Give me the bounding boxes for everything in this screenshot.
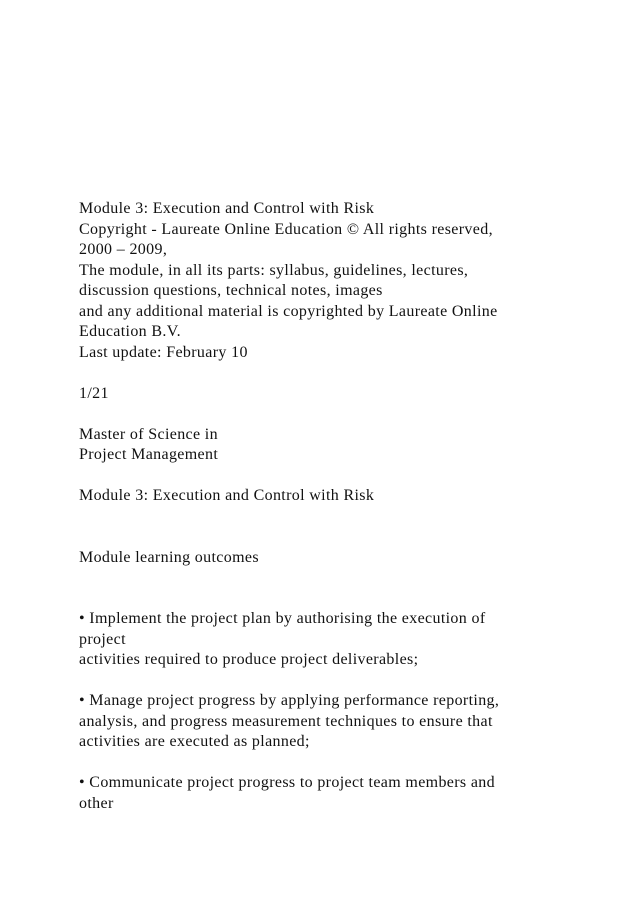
copyright-line: Copyright - Laureate Online Education © All rights reserved, — [79, 220, 493, 238]
copyright-notice-line: The module, in all its parts: syllabus, guidelines, lectures, — [79, 261, 469, 279]
spacer — [79, 568, 624, 589]
spacer — [79, 527, 624, 548]
spacer — [79, 507, 624, 528]
spacer — [79, 404, 624, 425]
spacer — [79, 753, 624, 774]
outcome-line: • Manage project progress by applying performance reporting, — [79, 692, 500, 709]
copyright-notice-line: and any additional material is copyrighted by Laureate Online — [79, 302, 498, 320]
outcome-line: activities required to produce project deliverables; — [79, 651, 419, 668]
outcome-line: • Implement the project plan by authorising the execution of — [79, 610, 486, 627]
outcome-item — [79, 609, 624, 671]
outcome-item — [79, 691, 624, 753]
spacer — [79, 671, 624, 692]
copyright-block — [79, 199, 624, 363]
spacer — [79, 466, 624, 487]
document-body — [79, 199, 624, 814]
outcome-line: other — [79, 794, 114, 812]
outcome-line: • Communicate project progress to project team members and — [79, 774, 496, 791]
outcomes-heading: Module learning outcomes — [79, 548, 259, 566]
module-title: Module 3: Execution and Control with Risk — [79, 487, 375, 504]
outcome-item — [79, 773, 624, 814]
last-update: Last update: February 10 — [79, 343, 248, 361]
page-number: 1/21 — [79, 384, 109, 402]
outcome-line: analysis, and progress measurement techniques to ensure that — [79, 712, 493, 730]
program-line: Master of Science in — [79, 425, 218, 443]
spacer — [79, 589, 624, 610]
spacer — [79, 363, 624, 384]
program-line: Project Management — [79, 446, 219, 463]
copyright-years: 2000 – 2009, — [79, 241, 168, 258]
module-header-title: Module 3: Execution and Control with Risk — [79, 200, 375, 217]
program-name — [79, 425, 624, 466]
outcome-line: activities are executed as planned; — [79, 733, 310, 750]
copyright-notice-line: discussion questions, technical notes, images — [79, 282, 383, 299]
copyright-notice-line: Education B.V. — [79, 323, 181, 340]
outcome-line: project — [79, 630, 126, 648]
